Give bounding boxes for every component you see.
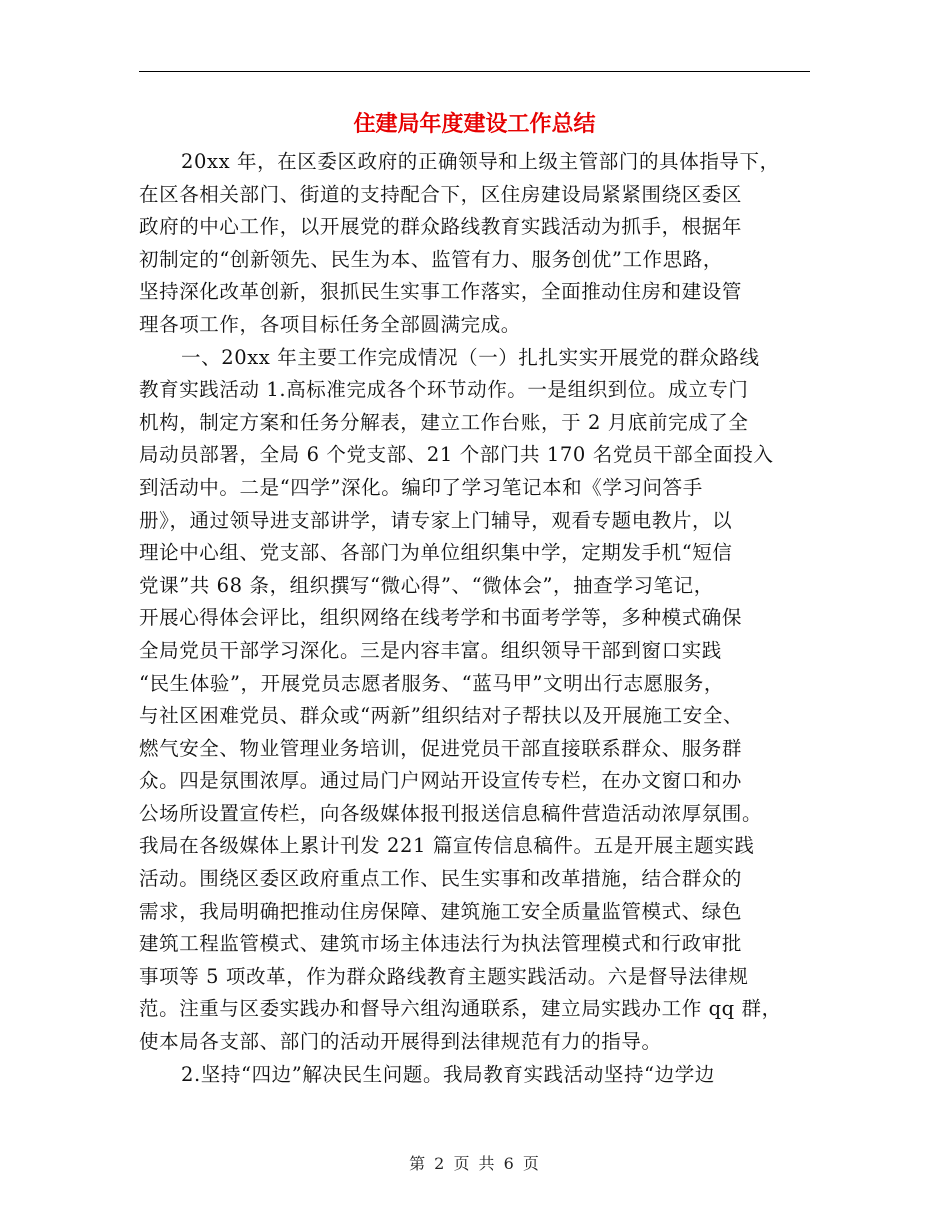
page-number-footer: 第 2 页 共 6 页 — [409, 1154, 541, 1173]
text-line: 2.坚持“四边”解决民生问题。我局教育实践活动坚持“边学边 — [181, 1062, 715, 1086]
text-line: 在区各相关部门、街道的支持配合下，区住房建设局紧紧围绕区委区 — [139, 182, 743, 206]
text-line: 党课”共 68 条，组织撰写“微心得”、“微体会”，抽查学习笔记， — [139, 573, 714, 597]
text-line: 范。注重与区委实践办和督导六组沟通联系，建立局实践办工作 qq 群， — [139, 997, 782, 1021]
text-line: 理论中心组、党支部、各部门为单位组织集中学，定期发手机“短信 — [139, 541, 733, 565]
text-line: 我局在各级媒体上累计刊发 221 篇宣传信息稿件。五是开展主题实践 — [139, 834, 755, 858]
text-line: 坚持深化改革创新，狠抓民生实事工作落实，全面推动住房和建设管 — [139, 280, 743, 304]
header-rule — [139, 71, 810, 72]
text-line: 事项等 5 项改革，作为群众路线教育主题实践活动。六是督导法律规 — [139, 964, 749, 988]
text-line: “民生体验”，开展党员志愿者服务、“蓝马甲”文明出行志愿服务， — [139, 671, 724, 695]
text-line: 到活动中。二是“四学”深化。编印了学习笔记本和《学习问答手 — [139, 475, 703, 499]
text-line: 教育实践活动 1.高标准完成各个环节动作。一是组织到位。成立专门 — [139, 378, 749, 402]
text-line: 众。四是氛围浓厚。通过局门户网站开设宣传专栏，在办文窗口和办 — [139, 769, 743, 793]
paragraph-intro — [139, 146, 810, 342]
paragraph-section-two — [139, 1059, 810, 1092]
text-line: 局动员部署，全局 6 个党支部、21 个部门共 170 名党员干部全面投入 — [139, 443, 774, 467]
text-line: 使本局各支部、部门的活动开展得到法律规范有力的指导。 — [139, 1030, 662, 1054]
text-line: 公场所设置宣传栏，向各级媒体报刊报送信息稿件营造活动浓厚氛围。 — [139, 801, 763, 825]
text-line: 建筑工程监管模式、建筑市场主体违法行为执法管理模式和行政审批 — [139, 932, 743, 956]
text-line: 理各项工作，各项目标任务全部圆满完成。 — [139, 312, 521, 336]
text-line: 册》，通过领导进支部讲学，请专家上门辅导，观看专题电教片，以 — [139, 508, 733, 532]
text-line: 机构，制定方案和任务分解表，建立工作台账，于 2 月底前完成了全 — [139, 410, 749, 434]
paragraph-section-one — [139, 342, 810, 1059]
text-line: 全局党员干部学习深化。三是内容丰富。组织领导干部到窗口实践 — [139, 638, 722, 662]
text-line: 初制定的“创新领先、民生为本、监管有力、服务创优”工作思路， — [139, 247, 723, 271]
text-line: 一、20xx 年主要工作完成情况（一）扎扎实实开展党的群众路线 — [181, 345, 760, 369]
text-line: 20xx 年，在区委区政府的正确领导和上级主管部门的具体指导下， — [181, 150, 780, 173]
text-line: 与社区困难党员、群众或“两新”组织结对子帮扶以及开展施工安全、 — [139, 704, 744, 728]
text-line: 需求，我局明确把推动住房保障、建筑施工安全质量监管模式、绿色 — [139, 899, 743, 923]
text-line: 燃气安全、物业管理业务培训，促进党员干部直接联系群众、服务群 — [139, 736, 743, 760]
document-title: 住建局年度建设工作总结 — [353, 112, 596, 137]
text-line: 开展心得体会评比，组织网络在线考学和书面考学等，多种模式确保 — [139, 606, 743, 630]
text-line: 政府的中心工作，以开展党的群众路线教育实践活动为抓手，根据年 — [139, 215, 743, 239]
document-body — [139, 146, 810, 1091]
text-line: 活动。围绕区委区政府重点工作、民生实事和改革措施，结合群众的 — [139, 867, 743, 891]
